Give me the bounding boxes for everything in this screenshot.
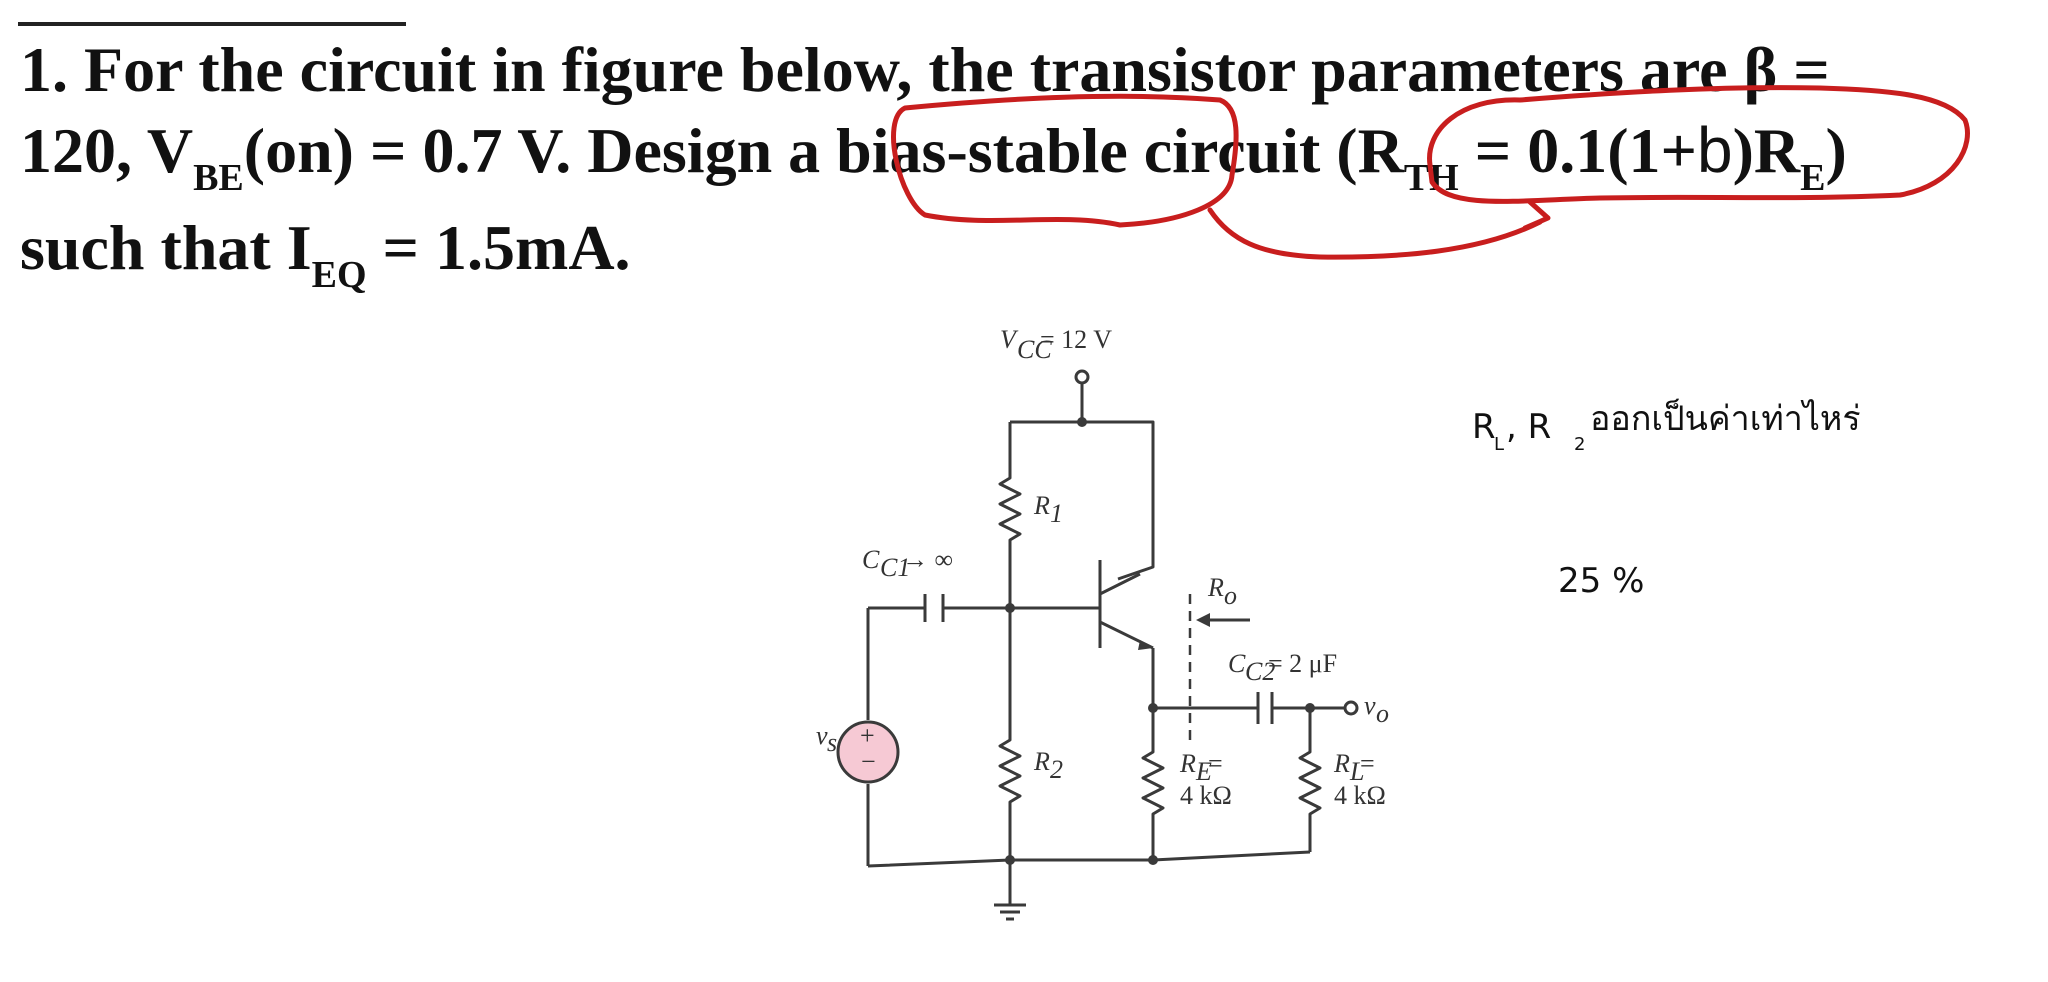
svg-text:, R: , R — [1506, 407, 1552, 447]
ro-label — [1207, 573, 1237, 610]
r2-resistor — [1000, 608, 1020, 860]
vo-label — [1364, 691, 1389, 728]
svg-text:R: R — [1180, 749, 1196, 778]
bias-stable-phrase: bias-stable — [836, 115, 1128, 186]
top-rail — [1010, 422, 1153, 579]
rth-formula: $(R_{TH} = 0.1(1+b)R_E)$ — [1336, 114, 1847, 199]
question-line-1: 1. For the circuit in figure below, the transistor parameters are β = — [20, 34, 1830, 105]
source-minus: − — [861, 747, 876, 776]
rl-label — [1333, 749, 1386, 810]
svg-text:4 kΩ: 4 kΩ — [1180, 781, 1232, 810]
svg-text:o: o — [1376, 699, 1389, 728]
svg-text:R: R — [1034, 747, 1050, 776]
question-line-3: such that $I_{EQ} = 1.5mA$. — [20, 212, 631, 296]
handwritten-note-2: 25 % — [1558, 561, 1645, 601]
svg-text:R: R — [1034, 491, 1050, 520]
svg-text:V: V — [1000, 325, 1016, 354]
svg-text:v: v — [816, 721, 828, 750]
re-resistor — [1143, 708, 1163, 860]
svg-text:L: L — [1494, 434, 1505, 455]
svg-text:C1: C1 — [880, 553, 911, 582]
svg-text:1: 1 — [1050, 499, 1063, 528]
rl-resistor — [1300, 708, 1320, 852]
svg-text:C: C — [1228, 649, 1246, 678]
svg-text:=: = — [1208, 749, 1223, 778]
svg-text:v: v — [1364, 691, 1376, 720]
vbe-subscript: BE — [193, 157, 244, 199]
r2-label — [1033, 747, 1063, 784]
vcc-terminal — [1076, 371, 1088, 383]
source-plus: + — [860, 721, 875, 750]
svg-text:C: C — [862, 545, 880, 574]
svg-text:2: 2 — [1574, 434, 1586, 455]
svg-text:s: s — [827, 728, 838, 757]
svg-text:CC: CC — [1017, 335, 1052, 364]
ground-icon — [994, 905, 1026, 919]
svg-text:= 2 μF: = 2 μF — [1268, 649, 1338, 678]
svg-text:ออกเป็นค่าเท่าไหร่: ออกเป็นค่าเท่าไหร่ — [1590, 399, 1861, 439]
svg-text:=: = — [1360, 749, 1375, 778]
ieq-subscript: EQ — [311, 254, 367, 296]
ro-arrow — [1196, 613, 1210, 627]
svg-text:R: R — [1334, 749, 1350, 778]
svg-text:C2: C2 — [1245, 657, 1276, 686]
ground-rail — [868, 852, 1310, 866]
svg-text:R: R — [1472, 407, 1496, 447]
vs-label — [816, 721, 837, 757]
vo-terminal — [1345, 702, 1357, 714]
svg-text:= 12 V: = 12 V — [1040, 325, 1112, 354]
re-label — [1179, 749, 1232, 810]
svg-text:E: E — [1196, 757, 1212, 786]
svg-text:L: L — [1350, 757, 1365, 786]
cc1-capacitor — [925, 594, 943, 622]
cc2-label — [1228, 649, 1337, 686]
r1-resistor — [1000, 422, 1020, 608]
r1-label — [1033, 491, 1063, 528]
cc1-label — [862, 545, 953, 582]
svg-text:→ ∞: → ∞ — [902, 545, 954, 574]
vcc-label — [1000, 325, 1112, 364]
svg-text:o: o — [1224, 581, 1237, 610]
cc2-capacitor — [1258, 692, 1272, 724]
svg-text:2: 2 — [1050, 755, 1063, 784]
transistor — [1100, 574, 1153, 648]
question-line-2: 120, $V_{BE}(on) = 0.7$ V. Design a bias-stable circuit $(R_{TH} = 0.1(1+b)R_E)$ — [20, 114, 1847, 199]
svg-text:R: R — [1208, 573, 1224, 602]
svg-text:4 kΩ: 4 kΩ — [1334, 781, 1386, 810]
